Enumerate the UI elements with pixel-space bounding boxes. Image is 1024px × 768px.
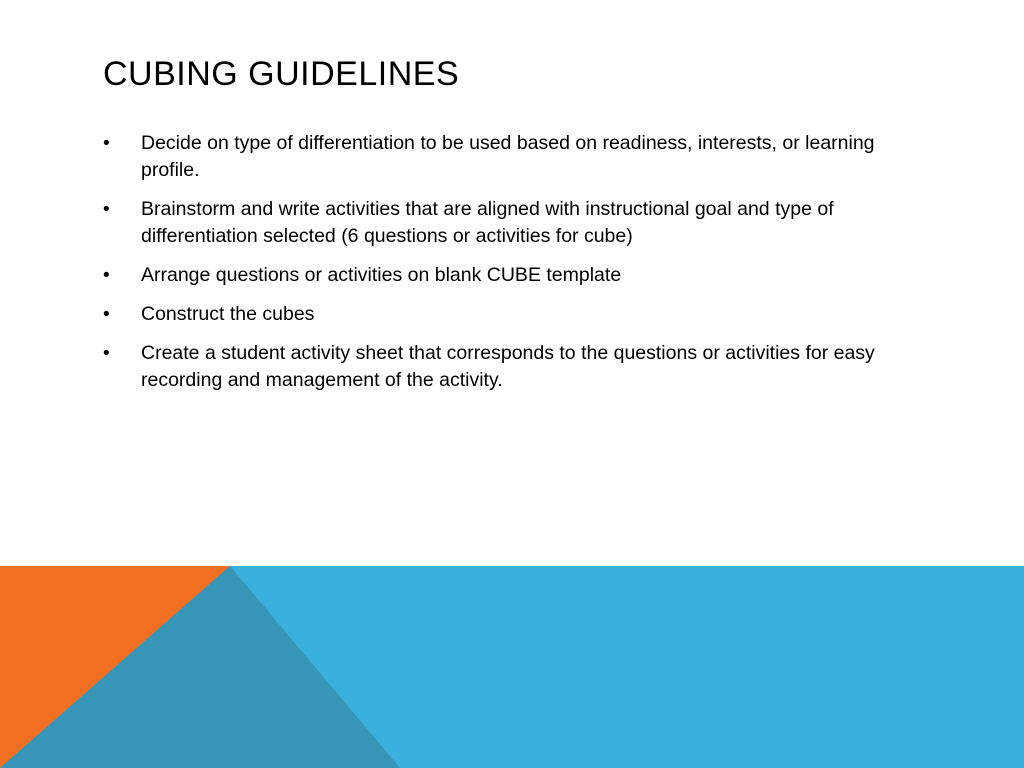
bullet-marker: • xyxy=(103,343,110,364)
bullet-item-create xyxy=(103,340,923,394)
bullet-marker: • xyxy=(103,199,110,220)
bullet-text: Brainstorm and write activities that are aligned with instructional goal and type of differentiation selected (6 questions or activities for cube) xyxy=(141,198,834,247)
footer-shapes xyxy=(0,566,1024,768)
bullet-list xyxy=(103,130,923,406)
bullet-item-arrange xyxy=(103,262,923,289)
bullet-item-construct xyxy=(103,301,923,328)
bullet-text: Arrange questions or activities on blank CUBE template xyxy=(141,264,622,286)
bullet-marker: • xyxy=(103,265,110,286)
slide-title: CUBING GUIDELINES xyxy=(103,55,460,93)
bullet-marker: • xyxy=(103,304,110,325)
bullet-text: Decide on type of differentiation to be used based on readiness, interests, or learning profile. xyxy=(141,132,875,181)
bullet-text: Construct the cubes xyxy=(141,303,315,325)
decorative-footer-band xyxy=(0,566,1024,768)
bullet-text: Create a student activity sheet that corresponds to the questions or activities for easy recording and management of the activity. xyxy=(141,342,875,391)
bullet-marker: • xyxy=(103,133,110,154)
bullet-item-brainstorm xyxy=(103,196,923,250)
bullet-item-decide xyxy=(103,130,923,184)
